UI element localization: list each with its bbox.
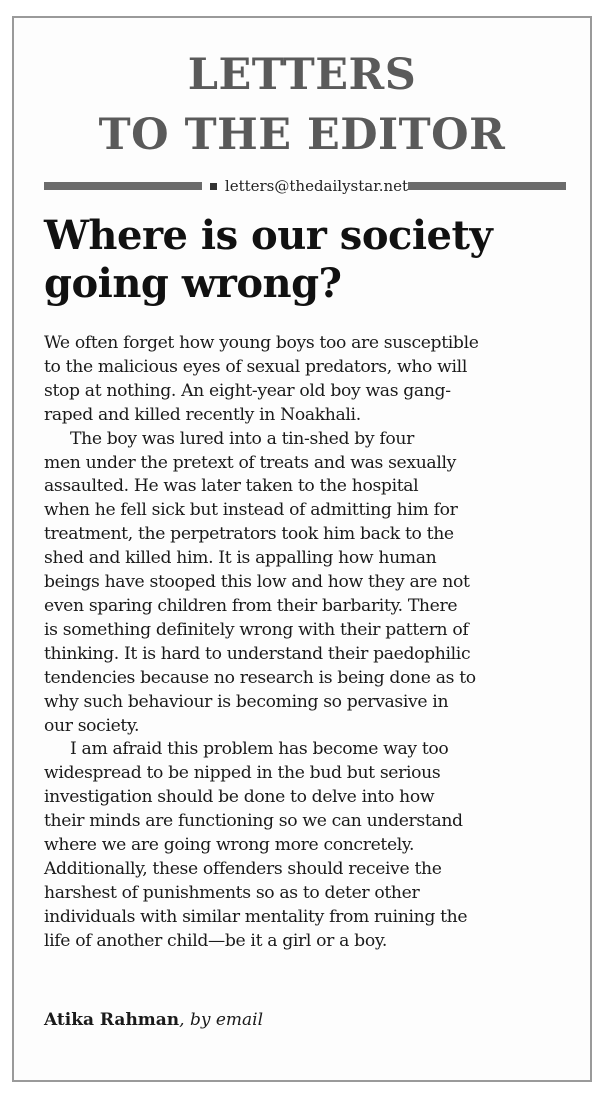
body-line: raped and killed recently in Noakhali. [44, 404, 361, 425]
body-line: where we are going wrong more concretely. [44, 835, 415, 856]
email-row [44, 174, 566, 198]
body-line: assaulted. He was later taken to the hospital [44, 476, 419, 497]
author-name: Atika Rahman [44, 1010, 180, 1030]
body-line: harshest of punishments so as to deter other [44, 882, 420, 903]
section-title-line-2: TO THE EDITOR [98, 110, 506, 160]
letter-headline: Where is our society going wrong? [44, 212, 493, 307]
body-line: when he fell sick but instead of admitting him for [44, 500, 458, 521]
body-line: is something definitely wrong with their pattern of [44, 619, 469, 640]
left-rule [44, 182, 202, 190]
author-via: , by email [179, 1010, 264, 1030]
body-line: their minds are functioning so we can understand [44, 811, 463, 832]
body-line: shed and killed him. It is appalling how human [44, 548, 437, 569]
body-line: thinking. It is hard to understand their paedophilic [44, 643, 471, 664]
body-line: We often forget how young boys too are susceptible [44, 333, 479, 353]
body-line: life of another child—be it a girl or a boy. [44, 930, 388, 951]
editor-email[interactable]: letters@thedailystar.net [224, 177, 409, 195]
square-bullet-icon [210, 183, 217, 190]
body-line: tendencies because no research is being done as to [44, 667, 476, 688]
body-line: stop at nothing. An eight-year old boy was gang- [44, 380, 451, 401]
paragraph-2 [44, 428, 570, 739]
body-line: even sparing children from their barbarity. There [44, 595, 458, 616]
body-line: widespread to be nipped in the bud but serious [44, 763, 441, 784]
body-line: The boy was lured into a tin-shed by four [70, 428, 414, 449]
paragraph-3 [44, 738, 570, 953]
body-line: why such behaviour is becoming so pervasive in [44, 691, 449, 712]
body-line: our society. [44, 715, 140, 736]
letter-body [44, 332, 570, 954]
body-line: Additionally, these offenders should receive the [44, 858, 442, 879]
body-line: individuals with similar mentality from ruining the [44, 906, 468, 927]
body-line: I am afraid this problem has become way too [70, 739, 449, 760]
section-title-line-1: LETTERS [187, 50, 417, 100]
paragraph-1 [44, 332, 570, 428]
signature [44, 1010, 263, 1030]
right-rule [408, 182, 566, 190]
body-line: investigation should be done to delve into how [44, 787, 435, 808]
body-line: to the malicious eyes of sexual predators, who will [44, 356, 467, 377]
body-line: men under the pretext of treats and was sexually [44, 452, 456, 473]
body-line: beings have stooped this low and how they are not [44, 572, 470, 593]
body-line: treatment, the perpetrators took him back to the [44, 524, 454, 545]
